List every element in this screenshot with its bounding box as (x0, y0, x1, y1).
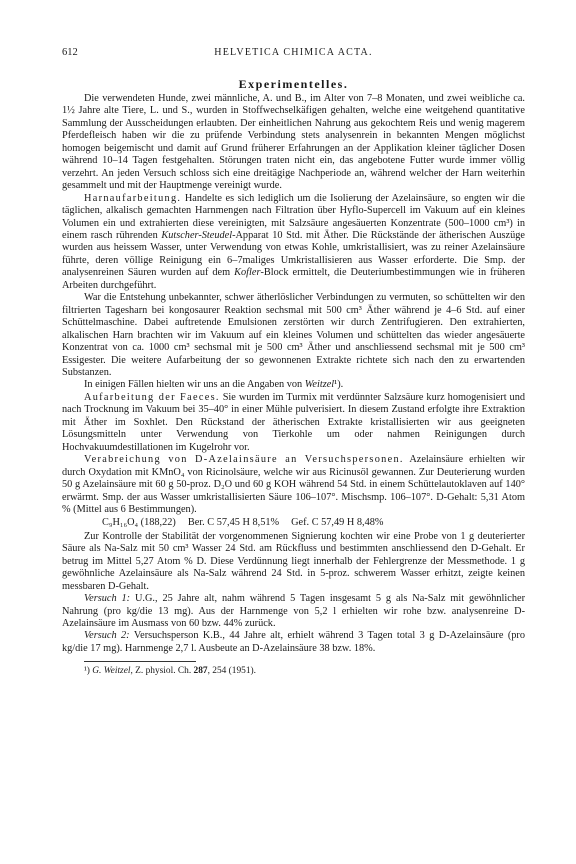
footnote-volume: 287 (193, 666, 208, 677)
paragraph-label: Versuch 2: (84, 630, 130, 642)
paragraph-label: Aufarbeitung der Faeces. (84, 391, 220, 403)
footnote-rest: , 254 (1951). (207, 666, 257, 677)
paragraph-stability (62, 531, 525, 593)
italic-name: Kofler (234, 267, 261, 279)
paragraph-administration (62, 454, 525, 516)
journal-title: HELVETICA CHIMICA ACTA. (214, 47, 373, 58)
formula-found: Gef. C 57,49 H 8,48% (291, 517, 384, 529)
section-title: Experimentelles. (238, 77, 349, 91)
paragraph-text: Handelte es sich lediglich um die Isolierung der Azelainsäure, so engten wir die täglichen, alkalisch gemachten Harnmengen nach Filtration über Hyflo-Supercell im Vakuum auf ein kleines Volumen ein und extrahierten diese vereinigten, mit Salzsäure angesäuerten Konzentrate (500–1000 cm³) in einem rasch rührenden (62, 192, 525, 241)
italic-name: Kutscher-Steudel (161, 229, 233, 241)
footnote-divider (84, 661, 196, 662)
paragraph-text: Versuchsperson K.B., 44 Jahre alt, erhielt während 3 Tagen total 3 g D-Azelainsäure (pro kg/die 17 mg). Harnmenge 2,7 l. Ausbeute an D-Azelainsäure 38 bzw. 18%. (62, 630, 525, 654)
footnote-reference: ¹). (334, 379, 344, 391)
paragraph-weitzel (62, 379, 525, 391)
page-header (62, 47, 525, 61)
paragraph-text: -Apparat 10 Std. mit Äther. Die Rückstände der ätherischen Auszüge wurden aus heissem Wasser, unter Verwendung von etwas Kohle, umkristallisiert, was zu reiner Azelainsäure führte, deren völlige Reinigung ein 6–7maliges Umkristallisieren aus Wasser erforderte. Die Smp. der analysenreinen Säuren wurden auf dem (62, 229, 525, 279)
paragraph-experiment-2 (62, 630, 525, 655)
paragraph-animals (62, 93, 525, 193)
paragraph-label: Harnaufarbeitung. (84, 192, 182, 204)
paragraph-text: U.G., 25 Jahre alt, nahm während 5 Tagen insgesamt 5 g als Na-Salz mit gewöhnlicher Nahrung (pro kg/die 13 mg). Aus der Harnmenge von 5,2 l erhielten wir rohe bzw. analysenreine D-Azelainsäure im Ausmass von 60 bzw. 44% zurück. (62, 593, 525, 630)
paragraph-label: Versuch 1: (84, 593, 131, 605)
paragraph-unknown-compounds (62, 292, 525, 379)
elemental-analysis (62, 517, 525, 529)
footnote-author: G. Weitzel (92, 666, 131, 677)
formula-calculated: Ber. C 57,45 H 8,51% (187, 517, 280, 529)
page-number: 612 (62, 47, 78, 58)
footnote-mark: ¹) (84, 666, 93, 677)
paragraph-text: In einigen Fällen hielten wir uns an die Angaben von (84, 379, 305, 391)
paragraph-text: -Block ermittelt, die Deuteriumbestimmungen wie in früheren Arbeiten durchgeführt. (62, 267, 525, 291)
paragraph-text: Die verwendeten Hunde, zwei männliche, A. und B., im Alter von 7–8 Monaten, und zwei weibliche ca. 1½ Jahre alte Tiere, L. und S., wurden in Stoffwechselkäfigen gehalten, welche eine weitgehend quantitative Sammlung der Ausscheidungen erlaubten. Der einheitlichen Nahrung aus gekochtem Reis und wenig magerem Pferdefleisch haben wir die zu prüfende Verbindung stets analysenrein in bekannten Mengen möglichst homogen beigemischt und damit auf Grund früherer Erfahrungen an der Applikation kleiner täglicher Dosen während 10–14 Tagen festgehalten. Störungen traten nicht ein, das angebotene Futter wurde immer völlig verzehrt. An jeden Versuch schloss sich eine dreitägige Nachperiode an, während welcher der Harn weiterhin gesammelt und mit der Hauptmenge vereinigt wurde. (62, 93, 525, 192)
paragraph-text: Azelainsäure erhielten wir durch Oxydation mit KMnO₄ von Ricinolsäure, welche wir aus Ricinusöl gewannen. Zur Deuterierung wurden 50 g Azelainsäure mit 60 g 50-proz. D₂O und 60 g KOH während 54 Std. in einem Schüttelautoklaven auf 140° erwärmt. Smp. der aus Wasser umkristallisierten Säure 106–107°. Mischsmp. 106–107°. D-Gehalt: 5,31 Atom % (Mittel aus 6 Bestimmungen). (62, 454, 525, 515)
footnote-journal: , Z. physiol. Ch. (130, 666, 194, 677)
paragraph-text: Sie wurden im Turmix mit verdünnter Salzsäure kurz homogenisiert und nach Trocknung im Vakuum bei 35–40° in einer Mühle pulverisiert. In diesem Zustand erfolgte ihre Extraktion mit Äther im Soxhlet. Den Rückstand der ätherischen Extrakte kristallisierten wir aus geeigneten Lösungsmitteln unter Verwendung von Tierkohle um oder nahmen Reinigungen durch Hochvakuumdestillationen im Kugelrohr vor. (62, 391, 525, 453)
paragraph-urine-processing (62, 193, 525, 293)
paragraph-text: War die Entstehung unbekannter, schwer ätherlöslicher Verbindungen zu vermuten, so schüttelten wir den filtrierten Tagesharn bei kongosaurer Reaktion sechsmal mit 500 cm³ Äther während je 4–6 Std. auf einer Schüttelmaschine. Dabei auftretende Emulsionen zerstörten wir durch Zentrifugieren. Den extrahierten, alkalischen Harn brachten wir im Vakuum auf ein kleines Volumen und schüttelten das wieder angesäuerte Konzentrat von ca. 1000 cm³ sechsmal mit je 500 cm³ Äther und anschliessend sechsmal mit je 500 cm³ Essigester. Die weitere Aufarbeitung der so gewonnenen Extrakte richtete sich nach den zu erwartenden Substanzen. (62, 292, 525, 378)
formula-compound: C₉H₁₆O₄ (188,22) (102, 517, 176, 529)
paragraph-label: Verabreichung von D-Azelainsäure an Versuchspersonen. (84, 454, 404, 466)
paragraph-text: Zur Kontrolle der Stabilität der vorgenommenen Signierung kochten wir eine Probe von 1 g deuterierter Säure als Na-Salz mit 50 cm³ Wasser 24 Std. am Rückfluss und bestimmten anschliessend den D-Gehalt. Er betrug im Mittel 5,27 Atom % D. Diese Verdünnung liegt innerhalb der Fehlergrenze der Messmethode. 1 g gewöhnliche Azelainsäure als Na-Salz während 24 Std. in 5-proz. schwerem Wasser erhitzt, zeigte keinen messbaren D-Gehalt. (62, 530, 525, 592)
paragraph-experiment-1 (62, 593, 525, 630)
footnote (62, 666, 525, 677)
paragraph-faeces (62, 392, 525, 454)
italic-name: Weitzel (304, 379, 335, 391)
article-body (62, 77, 525, 677)
